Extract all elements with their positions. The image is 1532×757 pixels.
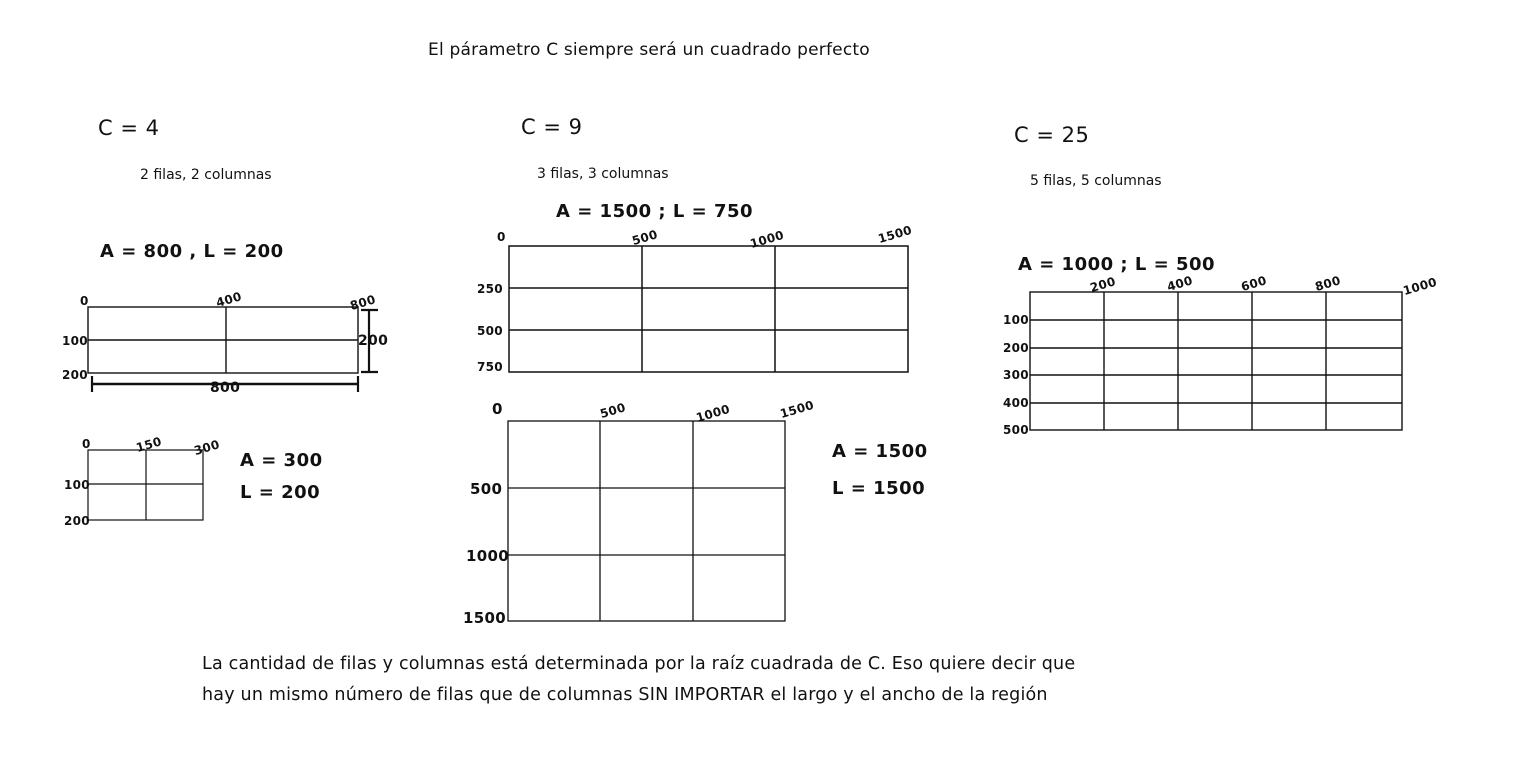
case-3-example-1-xtick-1: 400: [1165, 273, 1195, 294]
case-2-example-2-xtick-2: 1000: [694, 401, 732, 425]
case-2-grid-label: 3 filas, 3 columnas: [537, 166, 669, 182]
case-2-c-label: C = 9: [521, 115, 583, 139]
case-1-example-2-a-label: A = 300: [240, 450, 323, 471]
case-3-c-label: C = 25: [1014, 123, 1090, 147]
case-1-c-label: C = 4: [98, 116, 160, 140]
case-1-grid-label: 2 filas, 2 columnas: [140, 167, 272, 183]
case-2-example-2-ytick-3: 1500: [463, 609, 506, 627]
case-1-example-1-dims: A = 800 , L = 200: [100, 241, 284, 262]
footer-line-1: La cantidad de filas y columnas está determinada por la raíz cuadrada de C. Eso quiere decir que: [202, 654, 1076, 674]
case-2-example-1-ytick-3: 750: [477, 360, 503, 374]
case-2-example-1-xtick-1: 500: [630, 227, 660, 248]
case-1-example-2-xtick-1: 150: [134, 434, 164, 455]
case-1-example-2-l-label: L = 200: [240, 482, 321, 503]
case-3-example-1-xtick-0: 200: [1088, 274, 1118, 295]
case-2-example-2-xtick-3: 1500: [778, 397, 816, 421]
case-2-example-1-xtick-2: 1000: [748, 227, 786, 251]
case-2-example-2-ytick-2: 1000: [466, 547, 509, 565]
case-1-example-1-xtick-1: 400: [214, 289, 244, 310]
case-2-example-2-xtick-1: 500: [598, 400, 628, 421]
case-2-example-1-ytick-2: 500: [477, 324, 503, 338]
page-title: El párametro C siempre será un cuadrado perfecto: [428, 40, 870, 60]
case-1-example-1-ytick-1: 100: [62, 334, 88, 348]
case-3-example-1-xtick-3: 800: [1313, 273, 1343, 294]
case-3-example-1-ytick-4: 500: [1003, 423, 1029, 437]
case-2-example-2-xtick-0: 0: [492, 400, 503, 418]
case-2-example-1-xtick-3: 1500: [876, 222, 914, 246]
case-2-example-2-a-label: A = 1500: [832, 441, 928, 462]
case-3-example-1-ytick-3: 400: [1003, 396, 1029, 410]
case-1-example-2-xtick-2: 300: [192, 437, 222, 458]
case-1-example-1-height-annotation: 200: [358, 333, 389, 349]
case-1-example-1-width-annotation: 800: [210, 380, 241, 396]
case-3-example-1-ytick-1: 200: [1003, 341, 1029, 355]
case-1-example-1-ytick-2: 200: [62, 368, 88, 382]
case-2-example-1-xtick-0: 0: [497, 230, 506, 244]
case-3-grid-label: 5 filas, 5 columnas: [1030, 173, 1162, 189]
case-3-example-1-ytick-2: 300: [1003, 368, 1029, 382]
case-1-example-2-xtick-0: 0: [82, 437, 91, 451]
case-1-example-2-ytick-2: 200: [64, 514, 90, 528]
case-3-example-1-ytick-0: 100: [1003, 313, 1029, 327]
case-3-example-1-xtick-2: 600: [1239, 273, 1269, 294]
footer-line-2: hay un mismo número de filas que de columnas SIN IMPORTAR el largo y el ancho de la región: [202, 685, 1048, 705]
case-3-example-1-xtick-4: 1000: [1401, 274, 1439, 298]
case-3-example-1-dims: A = 1000 ; L = 500: [1018, 254, 1216, 275]
case-1-example-1-xtick-0: 0: [80, 294, 89, 308]
case-2-example-2-l-label: L = 1500: [832, 478, 926, 499]
case-1-example-2-ytick-1: 100: [64, 478, 90, 492]
case-2-example-1-ytick-1: 250: [477, 282, 503, 296]
case-2-example-1-dims: A = 1500 ; L = 750: [556, 201, 754, 222]
case-1-example-1-xtick-2: 800: [348, 292, 378, 313]
case-2-example-2-ytick-1: 500: [470, 480, 503, 498]
